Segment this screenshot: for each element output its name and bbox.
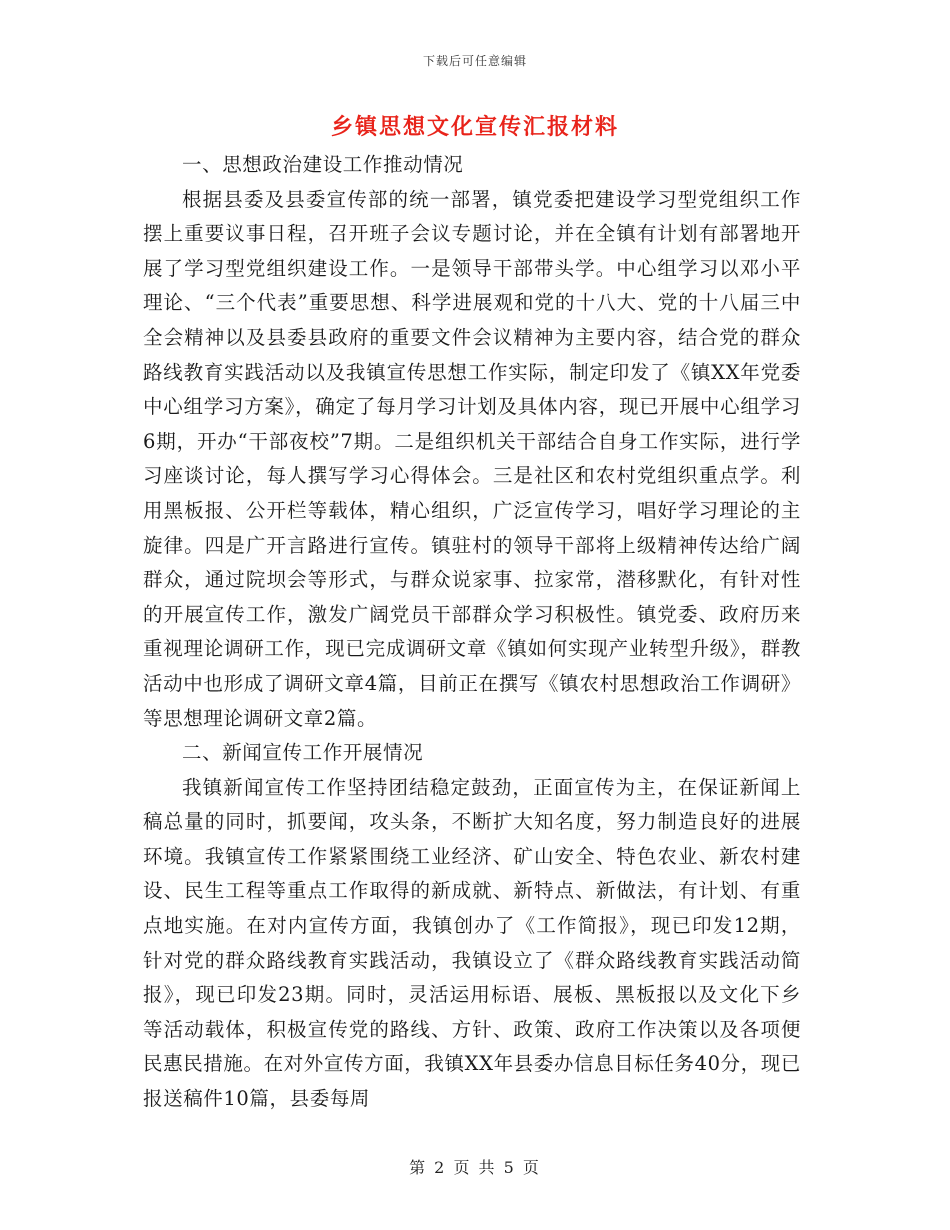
paragraph-1: 根据县委及县委宣传部的统一部署，镇党委把建设学习型党组织工作摆上重要议事日程，召开班子会议专题讨论，并在全镇有计划有部署地开展了学习型党组织建设工作。一是领导干部带头学。中心组学习以邓小平理论、“三个代表”重要思想、科学进展观和党的十八大、党的十八届三中全会精神以及县委县政府的重要文件会议精神为主要内容，结合党的群众路线教育实践活动以及我镇宣传思想工作实际，制定印发了《镇XX年党委中心组学习方案》，确定了每月学习计划及具体内容，现已开展中心组学习6期，开办“干部夜校”7期。二是组织机关干部结合自身工作实际，进行学习座谈讨论，每人撰写学习心得体会。三是社区和农村党组织重点学。利用黑板报、公开栏等载体，精心组织，广泛宣传学习，唱好学习理论的主旋律。四是广开言路进行宣传。镇驻村的领导干部将上级精神传达给广阔群众，通过院坝会等形式，与群众说家事、拉家常，潜移默化，有针对性的开展宣传工作，激发广阔党员干部群众学习积极性。镇党委、政府历来重视理论调研工作，现已完成调研文章《镇如何实现产业转型升级》，群教活动中也形成了调研文章4篇，目前正在撰写《镇农村思想政治工作调研》等思想理论调研文章2篇。 xyxy=(143,187,801,730)
section-heading-2: 二、新闻宣传工作开展情况 xyxy=(182,741,424,765)
document-body xyxy=(143,148,801,1117)
section-heading-1: 一、思想政治建设工作推动情况 xyxy=(182,153,464,176)
header-note: 下载后可任意编辑 xyxy=(422,54,527,68)
paragraph-2: 我镇新闻宣传工作坚持团结稳定鼓劲，正面宣传为主，在保证新闻上稿总量的同时，抓要闻，攻头条，不断扩大知名度，努力制造良好的进展环境。我镇宣传工作紧紧围绕工业经济、矿山安全、特色农业、新农村建设、民生工程等重点工作取得的新成就、新特点、新做法，有计划、有重点地实施。在对内宣传方面，我镇创办了《工作简报》，现已印发12期，针对党的群众路线教育实践活动，我镇设立了《群众路线教育实践活动简报》，现已印发23期。同时，灵活运用标语、展板、黑板报以及文化下乡等活动载体，积极宣传党的路线、方针、政策、政府工作决策以及各项便民惠民措施。在对外宣传方面，我镇XX年县委办信息目标任务40分，现已报送稿件10篇，县委每周 xyxy=(143,775,801,1111)
document-title: 乡镇思想文化宣传汇报材料 xyxy=(330,114,619,140)
page-number-footer: 第 2 页 共 5 页 xyxy=(409,1158,541,1177)
